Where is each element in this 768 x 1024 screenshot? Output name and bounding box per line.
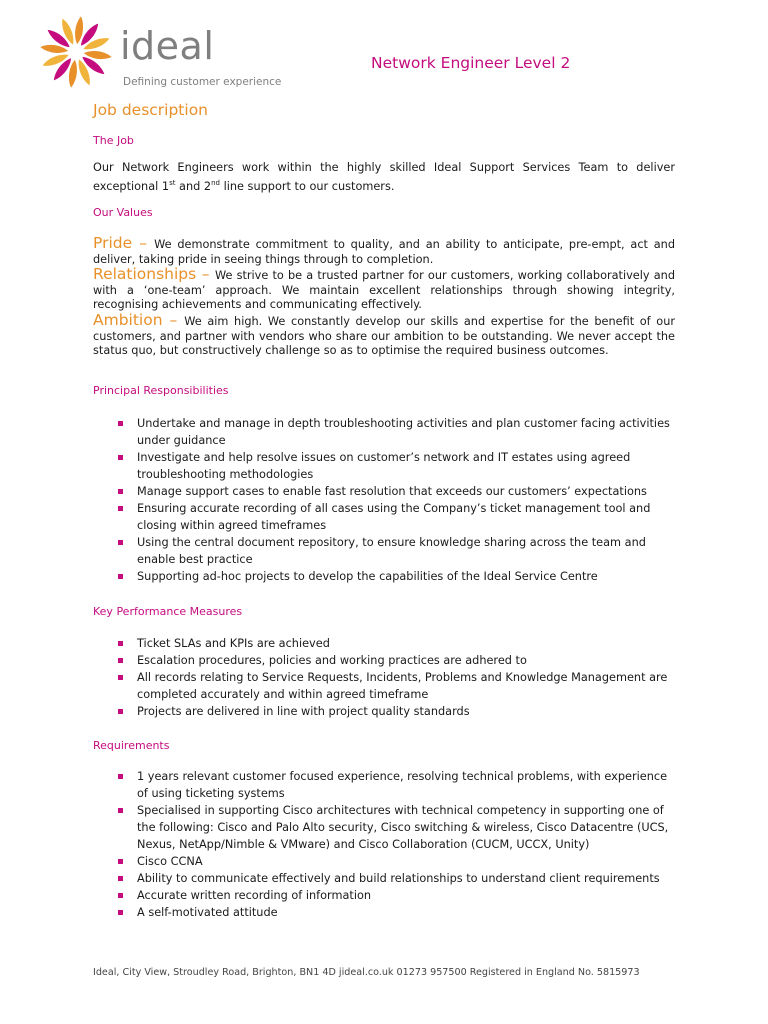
the-job-text: Our Network Engineers work within the highly skilled Ideal Support Services Team to deliver exceptional 1st and 2nd line support to our customers. (93, 161, 675, 193)
list-item: Using the central document repository, to ensure knowledge sharing across the team and enable best practice (117, 534, 677, 568)
list-item: Supporting ad-hoc projects to develop the capabilities of the Ideal Service Centre (117, 568, 677, 585)
company-logo (36, 12, 282, 92)
list-item: Ability to communicate effectively and build relationships to understand client requirements (117, 870, 677, 887)
the-job-title: The Job (93, 134, 134, 147)
list-item: 1 years relevant customer focused experience, resolving technical problems, with experience of using ticketing systems (117, 768, 677, 802)
list-item: Ticket SLAs and KPIs are achieved (117, 635, 677, 652)
our-values-title: Our Values (93, 206, 153, 219)
list-item: Accurate written recording of information (117, 887, 677, 904)
values-list (93, 236, 675, 359)
requirements-list (117, 768, 677, 921)
kpm-title: Key Performance Measures (93, 605, 243, 618)
value-relationships: Relationships – We strive to be a trusted partner for our customers, working collaboratively and with a ‘one-team’ approach. We maintain excellent relationships through showing integrity, recognising achievements and communicating effectively. (93, 265, 675, 312)
list-item: A self-motivated attitude (117, 904, 677, 921)
list-item: Investigate and help resolve issues on customer’s network and IT estates using agreed troubleshooting methodologies (117, 449, 677, 483)
list-item: All records relating to Service Requests, Incidents, Problems and Knowledge Management are completed accurately and within agreed timeframe (117, 669, 677, 703)
starburst-icon (36, 12, 116, 92)
list-item: Ensuring accurate recording of all cases using the Company’s ticket management tool and closing within agreed timeframes (117, 500, 677, 534)
responsibilities-list (117, 415, 677, 585)
document-title: Network Engineer Level 2 (371, 54, 571, 72)
logo-tagline: Defining customer experience (123, 76, 282, 88)
list-item: Manage support cases to enable fast resolution that exceeds our customers’ expectations (117, 483, 677, 500)
list-item: Cisco CCNA (117, 853, 677, 870)
list-item: Projects are delivered in line with project quality standards (117, 703, 677, 720)
list-item: Specialised in supporting Cisco architectures with technical competency in supporting one of the following: Cisco and Palo Alto security, Cisco switching & wireless, Cisco Datacentre (UCS, Nexus, NetApp/Nimble & VMware) and Cisco Collaboration (CUCM, UCCX, Unity) (117, 802, 677, 853)
value-ambition: Ambition – We aim high. We constantly develop our skills and expertise for the benefit of our customers, and partner with vendors who share our ambition to be outstanding. We never accept the status quo, but constructively challenge so as to optimise the required business outcomes. (93, 310, 675, 358)
footer-address: Ideal, City View, Stroudley Road, Brighton, BN1 4D jideal.co.uk 01273 957500 Registered in England No. 5815973 (93, 967, 640, 978)
requirements-title: Requirements (93, 739, 170, 752)
logo-wordmark: ideal (120, 24, 215, 68)
job-description-heading: Job description (93, 101, 209, 119)
value-pride: Pride – We demonstrate commitment to quality, and an ability to anticipate, pre-empt, act and deliver, taking pride in seeing things through to completion. (93, 234, 675, 266)
kpm-list (117, 635, 677, 720)
list-item: Escalation procedures, policies and working practices are adhered to (117, 652, 677, 669)
responsibilities-title: Principal Responsibilities (93, 384, 229, 397)
list-item: Undertake and manage in depth troubleshooting activities and plan customer facing activities under guidance (117, 415, 677, 449)
